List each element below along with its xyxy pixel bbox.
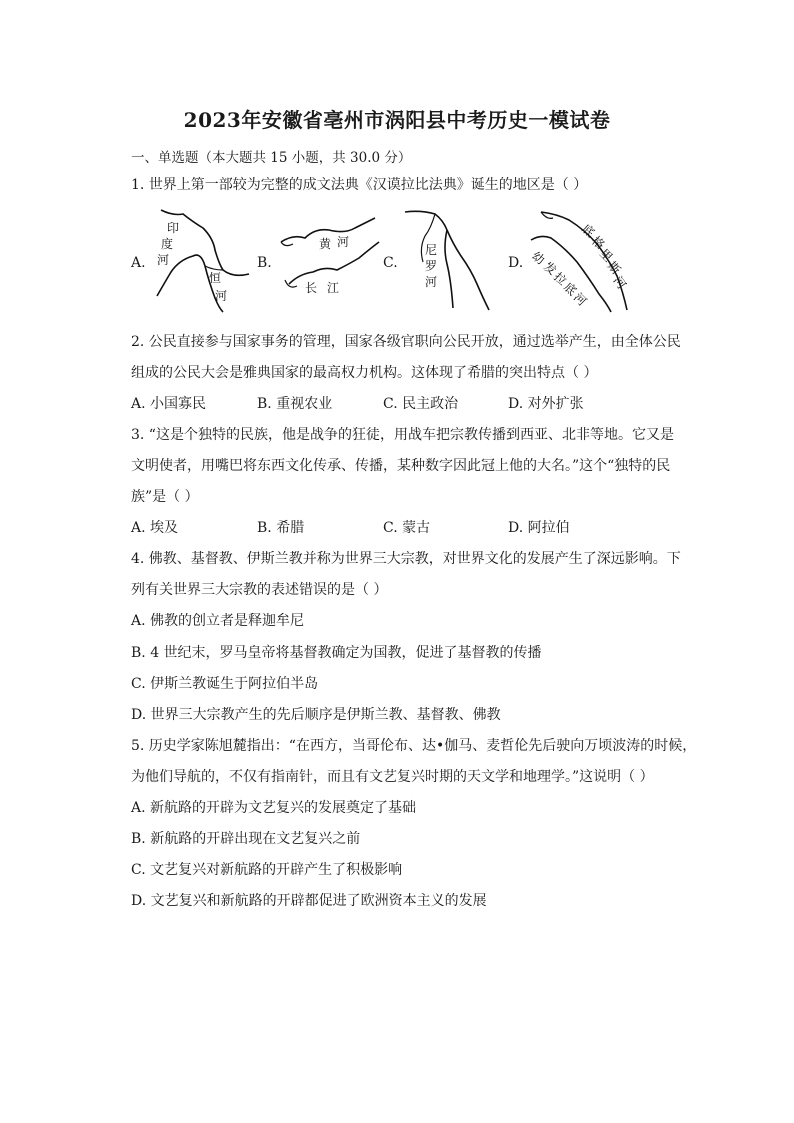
question-3-stem-line-1: 3. “这是个独特的民族，他是战争的狂徒，用战车把宗教传播到西亚、北非等地。它又是 [131, 427, 674, 443]
q5-option-b[interactable]: B. 新航路的开辟出现在文艺复兴之前 [131, 831, 361, 847]
question-1-map-options [131, 208, 631, 318]
map-c-label-3: 河 [425, 275, 438, 289]
map-a-label-4: 恒 [209, 271, 222, 285]
question-2-stem-line-2: 组成的公民大会是雅典国家的最高权力机构。这体现了希腊的突出特点（ ） [131, 365, 598, 381]
map-d-label-9: 底 [560, 279, 580, 299]
map-a-label-5: 河 [215, 289, 228, 303]
question-5-stem-line-2: 为他们导航的，不仅有指南针，而且有文艺复兴时期的天文学和地理学。”这说明（ ） [131, 769, 654, 785]
q3-option-b[interactable]: B. 希腊 [257, 520, 305, 536]
q2-option-b[interactable]: B. 重视农业 [257, 396, 333, 412]
question-3-stem-line-2: 文明使者，用嘴巴将东西文化传承、传播，某种数字因此冠上他的大名。”这个“独特的民 [131, 458, 671, 474]
map-nile [401, 208, 501, 316]
map-d-label-3: 里 [596, 246, 616, 265]
map-indus-ganges [153, 208, 253, 316]
q4-option-a[interactable]: A. 佛教的创立者是释迦牟尼 [131, 613, 305, 629]
map-b-label-1: 黄 [319, 237, 332, 251]
q2-option-c[interactable]: C. 民主政治 [383, 396, 459, 412]
option-a-letter: A. [131, 255, 146, 271]
q4-option-c[interactable]: C. 伊斯兰教诞生于阿拉伯半岛 [131, 676, 319, 692]
q3-option-d[interactable]: D. 阿拉伯 [508, 520, 570, 536]
q4-option-d[interactable]: D. 世界三大宗教产生的先后顺序是伊斯兰教、基督教、佛教 [131, 707, 501, 723]
question-2-stem-line-1: 2. 公民直接参与国家事务的管理，国家各级官职向公民开放，通过选举产生，由全体公民 [131, 334, 681, 350]
map-d-label-4: 斯 [604, 258, 624, 278]
map-d-label-2: 格 [589, 233, 608, 253]
map-c-label-2: 罗 [425, 259, 438, 273]
map-a-label-2: 度 [161, 237, 174, 251]
q5-option-c[interactable]: C. 文艺复兴对新航路的开辟产生了积极影响 [131, 862, 403, 878]
q2-option-a[interactable]: A. 小国寡民 [131, 396, 207, 412]
map-yellow-yangtze [275, 208, 385, 316]
page-title: 2023年安徽省亳州市涡阳县中考历史一模试卷 [183, 108, 611, 132]
map-d-label-10: 河 [570, 290, 590, 309]
map-b-label-3: 长 [305, 281, 318, 295]
map-a-label-1: 印 [167, 221, 180, 235]
option-c-letter: C. [383, 255, 398, 271]
map-d-label-6: 幼 [529, 248, 548, 268]
option-b-letter: B. [257, 255, 272, 271]
q3-option-c[interactable]: C. 蒙古 [383, 520, 431, 536]
question-5-stem-line-1: 5. 历史学家陈旭麓指出：“在西方，当哥伦布、达•伽马、麦哲伦先后驶向万顷波涛的时候， [131, 738, 697, 754]
question-4-stem-line-2: 列有关世界三大宗教的表述错误的是（ ） [131, 582, 388, 598]
map-d-label-5: 河 [610, 273, 629, 292]
map-d-label-7: 发 [541, 259, 560, 278]
map-b-label-4: 江 [327, 281, 340, 295]
map-a-label-3: 河 [157, 253, 170, 267]
option-d-letter: D. [508, 255, 524, 271]
map-d-label-8: 拉 [551, 269, 570, 289]
map-c-label-1: 尼 [425, 243, 438, 257]
q2-option-d[interactable]: D. 对外扩张 [508, 396, 584, 412]
map-b-label-2: 河 [337, 235, 350, 249]
q4-option-b[interactable]: B. 4 世纪末，罗马皇帝将基督教确定为国教，促进了基督教的传播 [131, 645, 542, 661]
map-mesopotamia [527, 208, 637, 316]
section-heading: 一、单选题（本大题共 15 小题，共 30.0 分） [131, 150, 412, 166]
question-1-stem: 1. 世界上第一部较为完整的成文法典《汉谟拉比法典》诞生的地区是（ ） [131, 177, 588, 193]
q3-option-a[interactable]: A. 埃及 [131, 520, 179, 536]
question-4-stem-line-1: 4. 佛教、基督教、伊斯兰教并称为世界三大宗教，对世界文化的发展产生了深远影响。下 [131, 551, 681, 567]
question-3-stem-line-3: 族”是（ ） [131, 489, 199, 505]
q5-option-d[interactable]: D. 文艺复兴和新航路的开辟都促进了欧洲资本主义的发展 [131, 893, 487, 909]
map-d-label-1: 底 [579, 221, 598, 241]
q5-option-a[interactable]: A. 新航路的开辟为文艺复兴的发展奠定了基础 [131, 800, 417, 816]
